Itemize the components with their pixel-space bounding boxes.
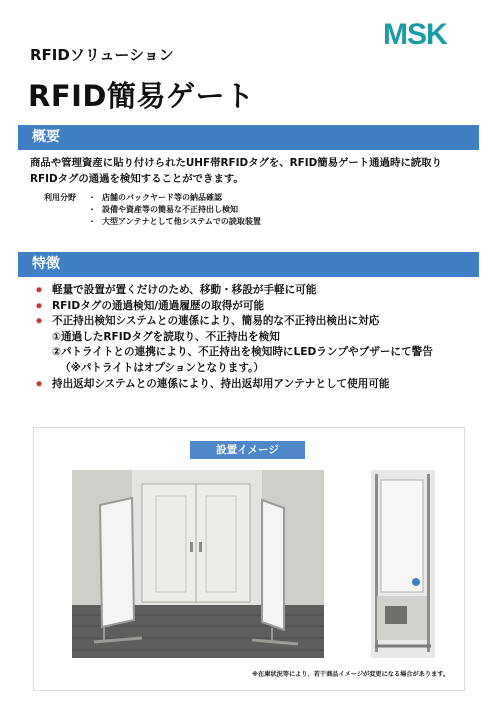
feature-subitem: ①通過したRFIDタグを読取り、不正持出を検知: [52, 330, 280, 343]
field-item: ・ 店舗のバックヤード等の納品確認: [88, 192, 261, 204]
install-photo-room: [72, 470, 324, 658]
install-photo-gate: [371, 470, 435, 658]
field-item: ・ 設備や資産等の簡易な不正持出し検知: [88, 204, 261, 216]
overview-line-1: 商品や管理資産に貼り付けられたUHF帯RFIDタグを、RFID簡易ゲート通過時に読取り: [30, 157, 442, 169]
feature-subitem: ②パトライトとの連携により、不正持出を検知時にLEDランプやブザーにて警告: [52, 346, 433, 359]
feature-item: ✸ 軽量で設置が置くだけのため、移動・移設が手軽に可能: [30, 283, 433, 299]
feature-item: ✸ 不正持出検知システムとの連係により、簡易的な不正持出検出に対応: [30, 314, 433, 330]
feature-list: [30, 283, 433, 392]
feature-subitem: （※パトライトはオプションとなります。）: [60, 361, 264, 374]
image-note: ※在庫状況等により、若干商品イメージが変更になる場合があります。: [252, 671, 450, 678]
field-item: ・ 大型アンテナとして他システムでの読取装置: [88, 216, 261, 228]
overview-heading: 概要: [18, 125, 479, 150]
brand-logo: MSK: [383, 18, 447, 51]
page-title: RFID簡易ゲート: [28, 79, 255, 113]
field-list: [88, 192, 261, 228]
feature-item: ✸ 持出返却システムとの連係により、持出返却用アンテナとして使用可能: [30, 377, 433, 393]
feature-item: ✸ RFIDタグの通過検知/通過履歴の取得が可能: [30, 299, 433, 315]
page-subtitle: RFIDソリューション: [30, 46, 174, 64]
features-heading: 特徴: [18, 252, 479, 277]
install-image-label: 設置イメージ: [190, 441, 305, 459]
field-label: 利用分野: [44, 193, 76, 202]
overview-line-2: RFIDタグの通過を検知することができます。: [30, 173, 244, 185]
